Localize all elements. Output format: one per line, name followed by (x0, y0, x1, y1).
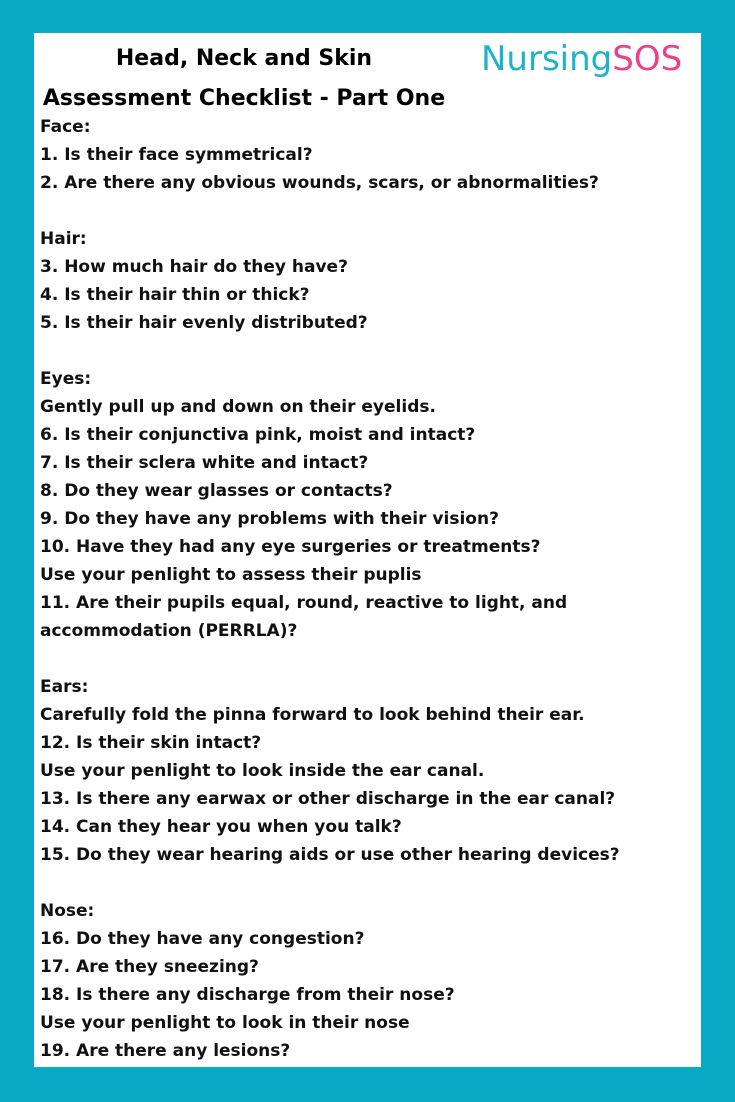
checklist-line: 3. How much hair do they have? (40, 257, 348, 277)
section-heading: Nose: (40, 901, 95, 921)
checklist-line: 15. Do they wear hearing aids or use other hearing devices? (40, 845, 620, 865)
checklist-line: 10. Have they had any eye surgeries or treatments? (40, 537, 541, 557)
checklist-sheet (34, 33, 701, 1067)
checklist-line: 12. Is their skin intact? (40, 733, 262, 753)
section-heading: Face: (40, 117, 91, 137)
checklist-line: 6. Is their conjunctiva pink, moist and intact? (40, 425, 476, 445)
checklist-line: 2. Are there any obvious wounds, scars, or abnormalities? (40, 173, 599, 193)
checklist-line: 5. Is their hair evenly distributed? (40, 313, 368, 333)
checklist-line: 4. Is their hair thin or thick? (40, 285, 310, 305)
checklist-line: 17. Are they sneezing? (40, 957, 259, 977)
checklist-line: 8. Do they wear glasses or contacts? (40, 481, 393, 501)
section-spacer (40, 645, 695, 673)
checklist-line: 11. Are their pupils equal, round, reactive to light, and (40, 593, 568, 613)
checklist-line: 7. Is their sclera white and intact? (40, 453, 369, 473)
section-heading: Ears: (40, 677, 89, 697)
checklist-line: accommodation (PERRLA)? (40, 621, 298, 641)
section-heading: Eyes: (40, 369, 92, 389)
title-line-1: Head, Neck and Skin (115, 46, 373, 71)
section-heading: Hair: (40, 229, 87, 249)
logo-part-1: Nursing (481, 39, 613, 79)
checklist-line: Use your penlight to assess their puplis (40, 565, 422, 585)
logo-part-2: SOS (612, 39, 683, 79)
checklist-line: Use your penlight to look in their nose (40, 1013, 410, 1033)
checklist-line: 9. Do they have any problems with their vision? (40, 509, 499, 529)
checklist-body (40, 113, 695, 1065)
page-title (34, 39, 454, 119)
section-spacer (40, 197, 695, 225)
checklist-line: Carefully fold the pinna forward to look behind their ear. (40, 705, 585, 725)
checklist-line: 1. Is their face symmetrical? (40, 145, 313, 165)
title-line-2: Assessment Checklist - Part One (42, 86, 446, 111)
checklist-line: 19. Are there any lesions? (40, 1041, 291, 1061)
section-spacer (40, 869, 695, 897)
checklist-line: 14. Can they hear you when you talk? (40, 817, 402, 837)
section-spacer (40, 337, 695, 365)
checklist-line: Use your penlight to look inside the ear canal. (40, 761, 485, 781)
nursingsos-logo (481, 39, 682, 79)
checklist-line: 18. Is there any discharge from their nose? (40, 985, 455, 1005)
checklist-line: 16. Do they have any congestion? (40, 929, 365, 949)
checklist-line: 13. Is there any earwax or other discharge in the ear canal? (40, 789, 616, 809)
checklist-line: Gently pull up and down on their eyelids. (40, 397, 436, 417)
